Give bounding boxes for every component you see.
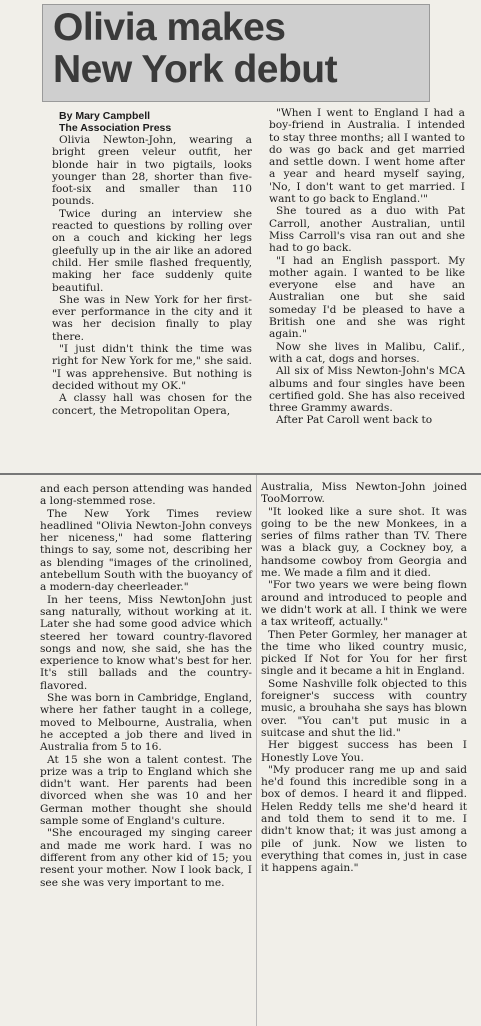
paragraph: At 15 she won a talent contest. The prize was a trip to England which she didn't want. Her parents had been divorced when she was 10 and her German mother thought she should sample some of England's culture. xyxy=(40,753,252,828)
paragraph: "When I went to England I had a boy-friend in Australia. I intended to stay three months; all I wanted to do was go back and get married and settle down. I went home after a year and heard myself saying, 'No, I don't want to get married. I want to go back to England.'" xyxy=(269,107,465,206)
paragraph: "I just didn't think the time was right for New York for me," she said. "I was apprehensive. But nothing is decided without my OK." xyxy=(52,343,252,392)
bottom-left-column xyxy=(40,483,252,889)
paragraph: Australia, Miss Newton-John joined TooMorrow. xyxy=(261,481,467,506)
paragraph: All six of Miss Newton-John's MCA albums and four singles have been certified gold. She has also received three Grammy awards. xyxy=(269,365,465,415)
top-left-column xyxy=(52,110,252,417)
paragraph: In her teens, Miss NewtonJohn just sang naturally, without working at it. Later she had some good advice which steered her toward country-flavored songs and now, she said, she has the experience to know what's best for her. It's still ballads and the country-flavored. xyxy=(40,593,252,692)
paragraph: Olivia Newton-John, wearing a bright green veleur outfit, her blonde hair in two pigtails, looks younger than 28, shorter than five-foot-six and smaller than 110 pounds. xyxy=(52,134,252,208)
byline-author: By Mary Campbell xyxy=(59,110,151,122)
bottom-clipping xyxy=(0,473,481,1026)
column-divider xyxy=(256,475,257,1026)
headline-line-2: New York debut xyxy=(53,48,338,91)
paragraph: A classy hall was chosen for the concert, the Metropolitan Opera, xyxy=(52,392,252,417)
paragraph: She was in New York for her first-ever performance in the city and it was her decision finally to play there. xyxy=(52,293,252,343)
paragraph: and each person attending was handed a long-stemmed rose. xyxy=(40,483,252,508)
paragraph: "My producer rang me up and said he'd found this incredible song in a box of demos. I heard it and flipped. Helen Reddy tells me she'd heard it and told them to send it to me. I didn't know that; it was just among a pile of junk. Now we listen to everything that comes in, just in case it happens again." xyxy=(261,763,467,875)
byline-agency: The Association Press xyxy=(59,122,172,134)
paragraph: "It looked like a sure shot. It was going to be the new Monkees, in a series of films rather than TV. There was a black guy, a Cockney boy, a handsome cowboy from Georgia and me. We made a film and it died. xyxy=(261,505,467,580)
paragraph: Then Peter Gormley, her manager at the time who liked country music, picked If Not for You for her first single and it became a hit in England. xyxy=(261,628,467,678)
paragraph: She was born in Cambridge, England, where her father taught in a college, moved to Melbourne, Australia, when he accepted a job there and lived in Australia from 5 to 16. xyxy=(40,692,252,754)
paragraph: Now she lives in Malibu, Calif., with a cat, dogs and horses. xyxy=(269,340,465,365)
paragraph: The New York Times review headlined "Olivia Newton-John conveys her niceness," had some flattering things to say, some not, describing her as blending "images of the crinolined, antebellum South with the buoyancy of a modern-day cheerleader." xyxy=(40,507,252,594)
bottom-right-column xyxy=(261,481,467,875)
paragraph: Her biggest success has been I Honestly Love You. xyxy=(261,739,467,764)
top-clipping xyxy=(0,100,481,472)
paragraph: "I had an English passport. My mother again. I wanted to be like everyone else and have an Australian one but she said someday I'd be pleased to have a British one and she was right again." xyxy=(269,254,465,341)
headline xyxy=(42,4,430,102)
paragraph: She toured as a duo with Pat Carroll, another Australian, until Miss Carroll's visa ran out and she had to go back. xyxy=(269,205,465,255)
paragraph: "She encouraged my singing career and made me work hard. I was no different from any other kid of 15; you resent your mother. Now I look back, I see she was very important to me. xyxy=(40,827,252,889)
paragraph: Some Nashville folk objected to this foreigner's success with country music, a brouhaha she says has blown over. "You can't put music in a suitcase and shut the lid." xyxy=(261,677,467,739)
top-right-column xyxy=(269,107,465,427)
headline-line-1: Olivia makes xyxy=(53,6,286,49)
paragraph: Twice during an interview she reacted to questions by rolling over on a couch and kicking her legs gleefully up in the air like an adored child. Her smile flashed frequently, making her face suddenly quite beautiful. xyxy=(52,207,252,294)
paragraph: After Pat Caroll went back to xyxy=(276,414,433,427)
paragraph: "For two years we were being flown around and introduced to people and we didn't work at all. I think we were a tax writeoff, actually." xyxy=(261,579,467,629)
